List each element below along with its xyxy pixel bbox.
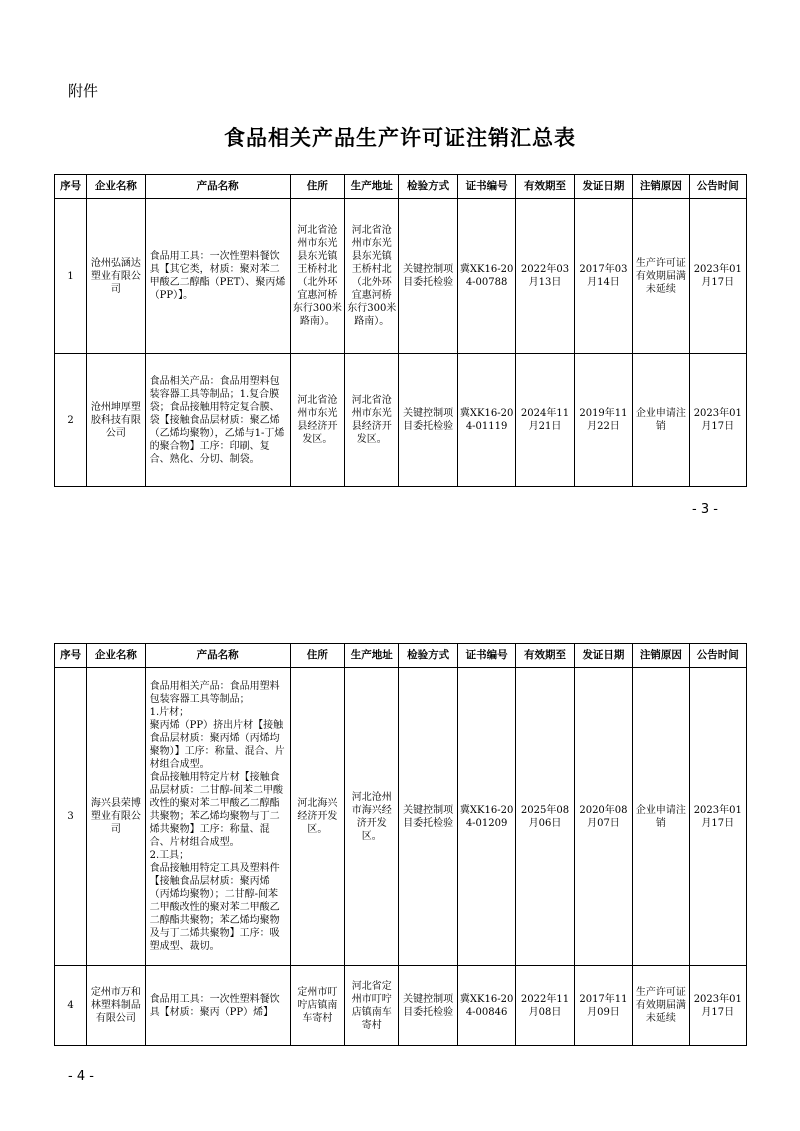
row-no: 1 bbox=[55, 199, 87, 354]
row-announce-date: 2023年01月17日 bbox=[689, 199, 746, 354]
row-company: 海兴县荣博塑业有限公司 bbox=[87, 668, 145, 966]
header-announce-date: 公告时间 bbox=[689, 175, 746, 199]
header-address: 住所 bbox=[290, 175, 344, 199]
row-reason: 企业申请注销 bbox=[633, 668, 689, 966]
header-valid-until: 有效期至 bbox=[516, 644, 574, 668]
row-inspection: 关键控制项目委托检验 bbox=[399, 966, 457, 1046]
permit-table-page-3 bbox=[54, 174, 747, 487]
row-no: 4 bbox=[55, 966, 87, 1046]
header-no: 序号 bbox=[55, 175, 87, 199]
header-company: 企业名称 bbox=[87, 175, 145, 199]
header-no: 序号 bbox=[55, 644, 87, 668]
attachment-label: 附件 bbox=[68, 82, 99, 100]
header-reason: 注销原因 bbox=[633, 644, 689, 668]
row-address: 定州市叮咛店镇南车寄村 bbox=[290, 966, 344, 1046]
product-line: 食品接触用特定工具及塑料件【接触食品层材质：聚丙烯（丙烯均聚物）；二甘醇-间苯二甲酸改性的聚对苯二甲酸乙二醇酯共聚物；苯乙烯均聚物及与丁二烯共聚物】工序：吸塑成型、裁切。 bbox=[149, 863, 280, 952]
row-no: 2 bbox=[55, 354, 87, 487]
row-company: 沧州坤厚塑胶科技有限公司 bbox=[87, 354, 145, 487]
row-issue-date: 2017年03月14日 bbox=[574, 199, 632, 354]
header-inspection: 检验方式 bbox=[399, 175, 457, 199]
table-header-row bbox=[55, 644, 747, 668]
header-issue-date: 发证日期 bbox=[574, 644, 632, 668]
product-line: 食品接触用特定片材【接触食品层材质：二甘醇-间苯二甲酸改性的聚对苯二甲酸乙二醇酯共聚物；苯乙烯均聚物与丁二烯共聚物】工序：称量、混合、片材组合成型。 bbox=[149, 772, 284, 848]
row-product bbox=[145, 668, 290, 966]
page-number: - 4 - bbox=[68, 1069, 94, 1084]
header-production-address: 生产地址 bbox=[345, 175, 399, 199]
header-issue-date: 发证日期 bbox=[574, 175, 632, 199]
row-announce-date: 2023年01月17日 bbox=[689, 966, 746, 1046]
header-production-address: 生产地址 bbox=[345, 644, 399, 668]
header-reason: 注销原因 bbox=[633, 175, 689, 199]
table-row bbox=[55, 668, 747, 966]
row-announce-date: 2023年01月17日 bbox=[689, 668, 746, 966]
row-inspection: 关键控制项目委托检验 bbox=[399, 668, 457, 966]
row-valid-until: 2024年11月21日 bbox=[516, 354, 574, 487]
product-line: 食品用相关产品：食品用塑料包装容器工具等制品； bbox=[149, 681, 280, 705]
header-product: 产品名称 bbox=[145, 175, 290, 199]
header-cert-no: 证书编号 bbox=[457, 175, 515, 199]
row-address: 河北海兴经济开发区。 bbox=[290, 668, 344, 966]
permit-table-page-4 bbox=[54, 643, 747, 1046]
row-issue-date: 2017年11月09日 bbox=[574, 966, 632, 1046]
header-address: 住所 bbox=[290, 644, 344, 668]
table-row bbox=[55, 354, 747, 487]
row-production-address: 河北省沧州市东光县东光镇王桥村北（北外环宜惠河桥东行300米路南）。 bbox=[345, 199, 399, 354]
header-company: 企业名称 bbox=[87, 644, 145, 668]
row-product: 食品用工具：一次性塑料餐饮具【其它类，材质：聚对苯二甲酸乙二醇酯（PET）、聚丙烯（PP）】。 bbox=[145, 199, 290, 354]
row-valid-until: 2025年08月06日 bbox=[516, 668, 574, 966]
row-announce-date: 2023年01月17日 bbox=[689, 354, 746, 487]
product-line: 2.工具； bbox=[149, 850, 190, 861]
row-cert-no: 冀XK16-204-01209 bbox=[457, 668, 515, 966]
header-announce-date: 公告时间 bbox=[689, 644, 746, 668]
page-number: - 3 - bbox=[692, 502, 718, 517]
product-line: 1.片材； bbox=[149, 707, 190, 718]
row-inspection: 关键控制项目委托检验 bbox=[399, 354, 457, 487]
table-header-row bbox=[55, 175, 747, 199]
row-reason: 生产许可证有效期届满未延续 bbox=[633, 966, 689, 1046]
row-production-address: 河北沧州市海兴经济开发区。 bbox=[345, 668, 399, 966]
row-reason: 企业申请注销 bbox=[633, 354, 689, 487]
header-cert-no: 证书编号 bbox=[457, 644, 515, 668]
row-address: 河北省沧州市东光县经济开发区。 bbox=[290, 354, 344, 487]
header-valid-until: 有效期至 bbox=[516, 175, 574, 199]
row-address: 河北省沧州市东光县东光镇王桥村北（北外环宜惠河桥东行300米路南）。 bbox=[290, 199, 344, 354]
row-cert-no: 冀XK16-204-00788 bbox=[457, 199, 515, 354]
product-line: 聚丙烯（PP）挤出片材【接触食品层材质：聚丙烯（丙烯均聚物）】工序：称量、混合、片材组合成型。 bbox=[149, 720, 285, 770]
row-company: 定州市万和林塑料制品有限公司 bbox=[87, 966, 145, 1046]
row-product: 食品用工具：一次性塑料餐饮具【材质：聚丙（PP）烯】 bbox=[145, 966, 290, 1046]
row-inspection: 关键控制项目委托检验 bbox=[399, 199, 457, 354]
header-inspection: 检验方式 bbox=[399, 644, 457, 668]
row-reason: 生产许可证有效期届满未延续 bbox=[633, 199, 689, 354]
row-no: 3 bbox=[55, 668, 87, 966]
row-cert-no: 冀XK16-204-00846 bbox=[457, 966, 515, 1046]
row-issue-date: 2020年08月07日 bbox=[574, 668, 632, 966]
row-issue-date: 2019年11月22日 bbox=[574, 354, 632, 487]
row-company: 沧州弘涵达塑业有限公司 bbox=[87, 199, 145, 354]
row-product: 食品相关产品：食品用塑料包装容器工具等制品；1.复合膜袋；食品接触用特定复合膜、袋【接触食品层材质：聚乙烯（乙烯均聚物），乙烯与1-丁烯的聚合物】工序：印刷、复合、熟化、分切、制袋。 bbox=[145, 354, 290, 487]
table-row bbox=[55, 966, 747, 1046]
table-row bbox=[55, 199, 747, 354]
row-valid-until: 2022年11月08日 bbox=[516, 966, 574, 1046]
row-production-address: 河北省沧州市东光县经济开发区。 bbox=[345, 354, 399, 487]
document-title: 食品相关产品生产许可证注销汇总表 bbox=[224, 125, 576, 150]
row-production-address: 河北省定州市叮咛店镇南车寄村 bbox=[345, 966, 399, 1046]
row-cert-no: 冀XK16-204-01119 bbox=[457, 354, 515, 487]
header-product: 产品名称 bbox=[145, 644, 290, 668]
row-valid-until: 2022年03月13日 bbox=[516, 199, 574, 354]
